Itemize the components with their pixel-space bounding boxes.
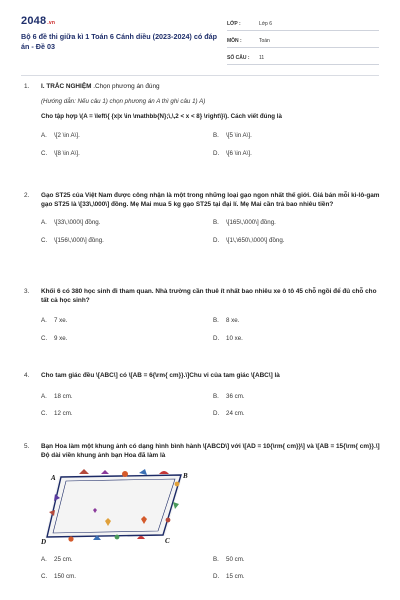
- decoration-dot: [115, 535, 120, 540]
- meta-row-class: [227, 14, 379, 31]
- decoration-triangle: [101, 470, 109, 474]
- parallelogram-figure: [41, 468, 380, 548]
- option-b[interactable]: B. 8 xe.: [213, 317, 240, 325]
- question-3: [24, 288, 380, 343]
- vertex-label-a: A: [51, 474, 56, 483]
- decoration-dot: [68, 537, 73, 542]
- vertex-label-c: C: [165, 537, 170, 545]
- question-number: 3.: [24, 288, 30, 295]
- option-a[interactable]: A. 7 xe.: [41, 317, 68, 325]
- option-c[interactable]: C. 9 xe.: [41, 334, 68, 342]
- logo-suffix: .vn: [47, 20, 56, 26]
- option-a[interactable]: A. 18 cm.: [41, 392, 73, 400]
- meta-row-count: [227, 48, 379, 65]
- meta-label: LỚP :: [227, 21, 241, 28]
- question-stem: Gạo ST25 của Việt Nam được công nhận là một trong những loại gạo ngon nhất thế giới. Giá bán mỗi ki-lô-gam gạo ST25 là \[33\,\000\] đồng. Mẹ Mai mua 5 kg gạo ST25 tại đại lí. Mẹ Mai cần trả bao nhiêu tiền?: [41, 192, 380, 208]
- question-stem: Cho tập hợp \(A = \left\{ {x|x \in \mathbb{N};\,\,2 < x < 8} \right\}\). Cách viết đúng là: [41, 113, 282, 120]
- question-4: [24, 372, 380, 418]
- section-heading: I. TRẮC NGHIỆM: [41, 83, 92, 90]
- options-grid: [41, 132, 380, 158]
- meta-value: 11: [259, 55, 265, 62]
- decoration-dot: [175, 482, 180, 487]
- option-b[interactable]: B. \[5 \in A\].: [213, 132, 252, 140]
- option-c[interactable]: C. \[156\,\000\] đồng.: [41, 236, 104, 244]
- vertex-label-d: D: [41, 538, 47, 545]
- decoration-triangle: [79, 469, 89, 474]
- options-grid: [41, 393, 380, 419]
- option-b[interactable]: B. 36 cm.: [213, 392, 245, 400]
- option-d[interactable]: D. 24 cm.: [213, 410, 245, 417]
- decoration-leaf: [173, 502, 179, 509]
- meta-value: Toán: [259, 38, 270, 45]
- decoration-dot: [166, 518, 171, 523]
- option-d[interactable]: D. 15 cm.: [213, 573, 245, 581]
- option-c[interactable]: C. \[8 \in A\].: [41, 149, 80, 157]
- decoration-dot: [122, 471, 128, 477]
- meta-label: MÔN :: [227, 38, 242, 45]
- options-grid: [41, 219, 380, 245]
- logo-main: 2048: [21, 15, 47, 27]
- site-logo[interactable]: [21, 14, 55, 29]
- question-5: [24, 443, 380, 582]
- decoration-leaf: [139, 469, 147, 475]
- meta-row-subject: [227, 31, 379, 48]
- meta-value: Lớp 6: [259, 21, 273, 28]
- option-b[interactable]: B. 50 cm.: [213, 555, 245, 563]
- question-stem: Khối 6 có 380 học sinh đi tham quan. Nhà trường cần thuê ít nhất bao nhiêu xe ô tô 45 chỗ ngồi để đủ chỗ cho tất cả học sinh?: [41, 288, 377, 304]
- meta-label: SỐ CÂU :: [227, 55, 250, 62]
- options-grid: [41, 317, 380, 343]
- question-number: 5.: [24, 443, 30, 450]
- question-1: [24, 83, 380, 158]
- frame-fill: [45, 474, 183, 538]
- decoration-shell: [137, 536, 145, 539]
- question-stem: Bạn Hoa làm một khung ảnh có dạng hình bình hành \[ABCD\] với \[AD = 10{\rm{ cm}}\] và \[AB = 15{\rm{ cm}}.\] Độ dài viền khung ảnh bạn Hoa đã làm là: [41, 443, 380, 459]
- vertex-label-b: B: [183, 472, 188, 481]
- option-c[interactable]: C. 12 cm.: [41, 410, 73, 417]
- question-stem: Cho tam giác đều \[ABC\] có \[AB = 6{\rm{ cm}}.\]Chu vi của tam giác \[ABC\] là: [41, 372, 280, 379]
- document-header: [0, 0, 400, 70]
- options-grid: [41, 556, 380, 582]
- instruction-hint: (Hướng dẫn: Nếu câu 1) chọn phương án A thì ghi câu 1) A): [41, 97, 206, 105]
- option-a[interactable]: A. \[33\,\000\] đồng.: [41, 219, 101, 227]
- question-2: [24, 192, 380, 245]
- document-title: Bộ 6 đề thi giữa kì 1 Toán 6 Cánh diều (2023-2024) có đáp án - Đề 03: [21, 32, 217, 51]
- option-c[interactable]: C. 150 cm.: [41, 573, 77, 581]
- section-instruction: .Chọn phương án đúng: [91, 83, 160, 90]
- question-number: 4.: [24, 372, 30, 379]
- option-d[interactable]: D. 10 xe.: [213, 334, 243, 342]
- question-number: 2.: [24, 192, 30, 199]
- picture-frame-illustration: [41, 468, 191, 544]
- question-number: 1.: [24, 83, 30, 90]
- option-a[interactable]: A. 25 cm.: [41, 555, 73, 563]
- option-b[interactable]: B. \[165\,\000\] đồng.: [213, 219, 276, 227]
- option-d[interactable]: D. \[6 \in A\].: [213, 149, 252, 157]
- option-a[interactable]: A. \[2 \in A\].: [41, 132, 80, 140]
- header-divider: [21, 75, 379, 76]
- option-d[interactable]: D. \[1\,\650\,\000\] đồng.: [213, 236, 285, 244]
- decoration-shell: [159, 471, 169, 474]
- meta-table: [227, 14, 379, 65]
